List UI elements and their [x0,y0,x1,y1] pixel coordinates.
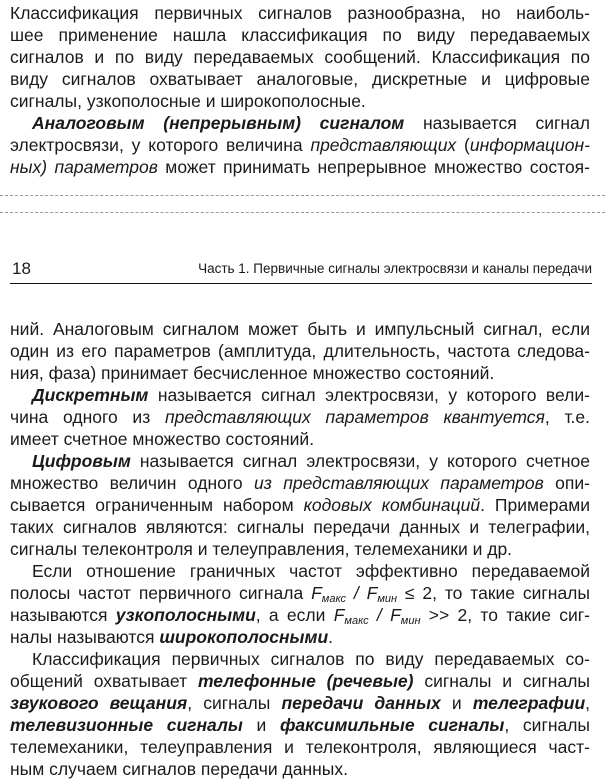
text-line: ным случаем сигналов передачи данных. [10,759,348,779]
text-line: телемеханики, телеуправления и телеконтроля, являющиеся част- [10,737,590,757]
text-run: представляющих [310,135,457,155]
page-cut-line [0,195,605,196]
text-line: сигналы, узкополосные и широкополосные. [10,91,366,111]
text-run: , [585,693,591,713]
text-run: . [328,627,334,647]
term-wideband: широкополосными [159,627,329,647]
term-narrowband: узкополосными [115,605,256,625]
text-run: , т.е. [544,407,590,427]
text-line [10,112,590,134]
text-line: ний. Аналоговым сигналом может быть и импульсный сигнал, если [10,319,590,339]
text-run: >> 2, то такие сиг- [420,605,590,625]
text-line [10,604,590,626]
formula-symbol: F [366,583,378,603]
text-run: полосы частот первичного сигнала [10,583,312,603]
text-line [10,406,590,428]
text-line [10,472,590,494]
text-line: сигналы телеконтроля и телеуправления, телемеханики и др. [10,539,513,559]
text-run: кодовых комбинаций [303,495,481,515]
formula-subscript: макс [321,593,347,605]
paragraph-messages [10,648,590,780]
formula [311,583,397,603]
text-run: чина одного из [10,407,165,427]
formula-symbol: F [390,605,401,625]
text-line: таких сигналов являются: сигналы передачи данных и телеграфии, [10,517,590,537]
text-run: электросвязи, у которого величина [10,135,311,155]
paragraph-discrete [10,384,590,450]
text-line: ния, фаза) принимает бесчисленное множество состояний. [10,363,495,383]
term-fax: факсимильные сигналы [279,715,505,735]
running-header [10,258,592,282]
text-line [10,670,590,692]
text-run: сывается ограниченным набором [10,495,304,515]
formula-subscript: мин [377,593,398,605]
paragraph-bandwidth [10,560,590,648]
text-line [10,692,590,714]
text-run: представляющих параметров квантуется [164,407,545,427]
text-line [10,714,590,736]
paragraph-digital [10,450,590,560]
text-line [10,626,590,648]
formula-symbol: F [311,583,322,603]
formula-slash: / [368,605,391,625]
text-line: Если отношение граничных частот эффективно передаваемой [32,561,590,581]
text-line [10,450,590,472]
term-discrete: Дискретным [32,385,149,405]
text-run: , а если [255,605,334,625]
text-line [10,156,590,178]
top-paragraph-2 [10,112,590,178]
text-line [10,494,590,516]
text-line [10,582,590,604]
text-line: имеет счетное множество состояний. [10,429,315,449]
text-run: ( [456,135,470,155]
text-run: , сигналы [504,715,591,735]
top-paragraph-1 [10,2,590,112]
text-line [10,134,590,156]
page-cut-line [0,212,605,213]
running-title: Часть 1. Первичные сигналы электросвязи и каналы передачи [198,261,592,276]
text-run: называется сигнал электросвязи, у которого счетное [130,451,590,471]
term-broadcast: звукового вещания [10,693,188,713]
formula-slash: / [346,583,367,603]
text-line: виду сигналов охватывает аналоговые, дискретные и цифровые [10,69,590,89]
formula-subscript: мин [400,615,421,627]
text-run: ≤ 2, то такие сигналы [397,583,590,603]
text-run: множество величин одного [10,473,254,493]
text-run: и [242,715,280,735]
text-run: называются [10,605,116,625]
term-analog: Аналоговым (непрерывным) сигналом [32,113,405,133]
text-run: налы называются [10,627,160,647]
formula-subscript: макс [344,615,369,627]
term-telephone: телефонные (речевые) [197,671,414,691]
text-run: из представляющих параметров [253,473,544,493]
text-run: информацион- [469,135,590,155]
header-rule [10,283,592,284]
paragraph-continuation [10,318,590,384]
text-line: Классификация первичных сигналов по виду передаваемых со- [32,649,590,669]
formula-symbol: F [333,605,345,625]
text-run: называется сигнал электросвязи, у которого вели- [148,385,590,405]
text-run: опи- [543,473,590,493]
text-run: сигналы и сигналы [413,671,590,691]
text-run: . Примерами [480,495,590,515]
text-run: может принимать непрерывное множество состоя- [157,157,590,177]
text-line: Классификация первичных сигналов разнообразна, но наиболь- [10,3,590,23]
term-data: передачи данных [281,693,441,713]
text-line: шее применение нашла классификация по виду передаваемых [10,25,590,45]
text-run: ных) параметров [10,157,158,177]
text-line: сигналов и по виду передаваемых сообщений. Классификация по [10,47,590,67]
text-line [10,384,590,406]
page-number: 18 [12,259,31,278]
text-line: один из его параметров (амплитуда, длительность, частота следова- [10,341,590,361]
formula [334,605,421,625]
text-run: , сигналы [187,693,282,713]
term-digital: Цифровым [32,451,131,471]
term-telegraph: телеграфии [472,693,586,713]
text-run: называется сигнал [404,113,590,133]
term-tv: телевизионные сигналы [10,715,243,735]
text-run: и [440,693,473,713]
text-run: общений охватывает [10,671,198,691]
